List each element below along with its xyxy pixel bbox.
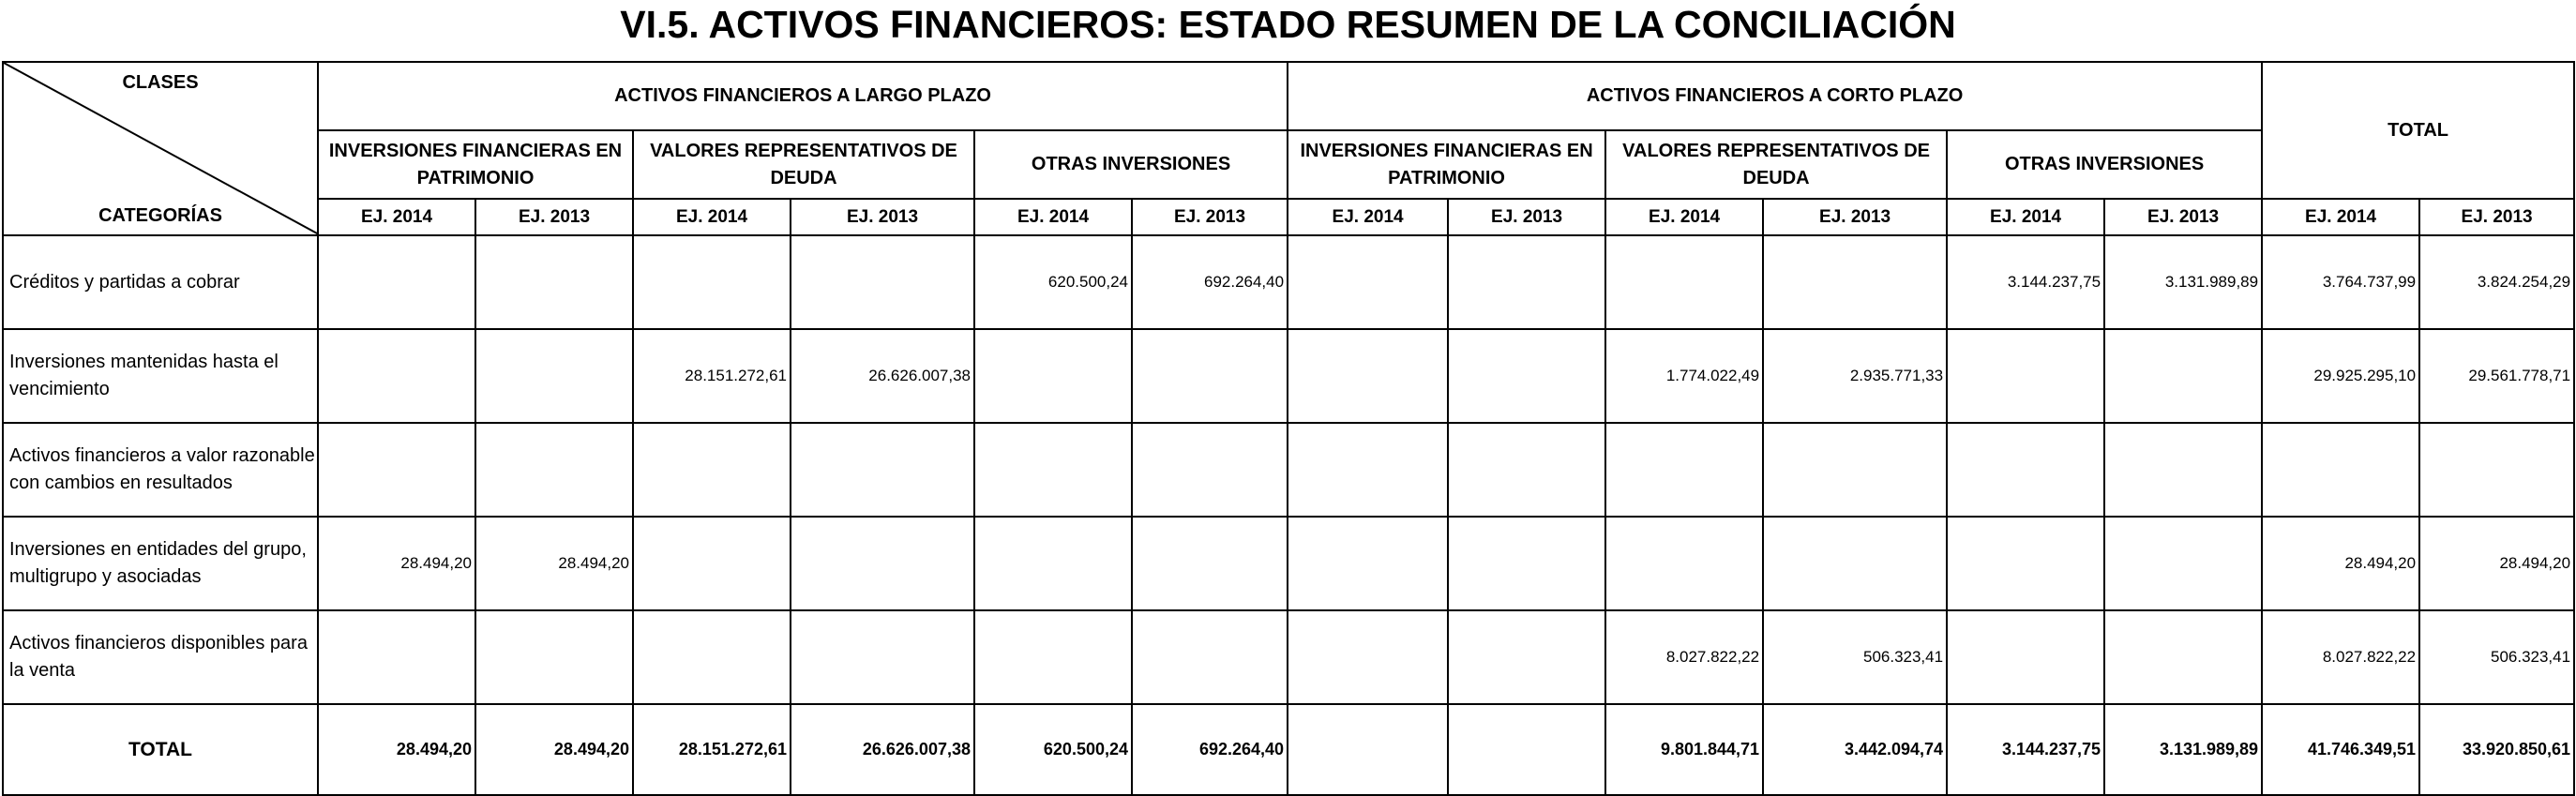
table-row (3, 329, 2574, 423)
total-cell: 28.151.272,61 (633, 704, 791, 795)
group-header-corto: ACTIVOS FINANCIEROS A CORTO PLAZO (1288, 62, 2262, 130)
value-cell (1448, 610, 1605, 704)
total-cell: 3.442.094,74 (1763, 704, 1947, 795)
value-cell (1947, 517, 2104, 610)
total-cell: 9.801.844,71 (1605, 704, 1763, 795)
value-cell (791, 517, 974, 610)
year-header: EJ. 2013 (1448, 199, 1605, 235)
value-cell (1288, 610, 1448, 704)
value-cell (1605, 423, 1763, 517)
value-cell: 28.494,20 (2262, 517, 2419, 610)
total-cell: 33.920.850,61 (2419, 704, 2574, 795)
reconciliation-table (2, 61, 2575, 796)
value-cell (974, 610, 1132, 704)
year-header: EJ. 2013 (1763, 199, 1947, 235)
value-cell (1448, 423, 1605, 517)
value-cell (1132, 423, 1288, 517)
value-cell (1605, 517, 1763, 610)
value-cell (475, 610, 633, 704)
value-cell: 3.824.254,29 (2419, 235, 2574, 329)
subgroup-largo-deuda: VALORES REPRESENTATIVOS DE DEUDA (633, 130, 974, 199)
year-header: EJ. 2013 (791, 199, 974, 235)
value-cell (318, 235, 475, 329)
total-cell: 3.131.989,89 (2104, 704, 2262, 795)
table-row (3, 423, 2574, 517)
value-cell: 8.027.822,22 (1605, 610, 1763, 704)
value-cell (475, 329, 633, 423)
value-cell (475, 235, 633, 329)
value-cell (633, 610, 791, 704)
value-cell (633, 235, 791, 329)
value-cell (791, 235, 974, 329)
value-cell: 2.935.771,33 (1763, 329, 1947, 423)
value-cell: 506.323,41 (1763, 610, 1947, 704)
value-cell: 28.151.272,61 (633, 329, 791, 423)
value-cell (633, 517, 791, 610)
table-row (3, 517, 2574, 610)
year-header: EJ. 2014 (974, 199, 1132, 235)
subgroup-corto-patrimonio: INVERSIONES FINANCIERAS EN PATRIMONIO (1288, 130, 1605, 199)
value-cell: 28.494,20 (318, 517, 475, 610)
row-label: Activos financieros disponibles para la venta (3, 610, 318, 704)
value-cell (1288, 329, 1448, 423)
year-header: EJ. 2014 (1605, 199, 1763, 235)
year-header: EJ. 2013 (475, 199, 633, 235)
value-cell (475, 423, 633, 517)
value-cell (2262, 423, 2419, 517)
total-row-label: TOTAL (3, 704, 318, 795)
subgroup-largo-patrimonio: INVERSIONES FINANCIERAS EN PATRIMONIO (318, 130, 633, 199)
value-cell (633, 423, 791, 517)
row-label: Activos financieros a valor razonable con cambios en resultados (3, 423, 318, 517)
value-cell (318, 423, 475, 517)
value-cell: 692.264,40 (1132, 235, 1288, 329)
value-cell: 3.131.989,89 (2104, 235, 2262, 329)
value-cell (1448, 235, 1605, 329)
year-header: EJ. 2014 (318, 199, 475, 235)
row-label: Inversiones mantenidas hasta el vencimiento (3, 329, 318, 423)
year-header: EJ. 2014 (1947, 199, 2104, 235)
table-row (3, 610, 2574, 704)
subgroup-largo-otras: OTRAS INVERSIONES (974, 130, 1288, 199)
value-cell (1763, 423, 1947, 517)
value-cell (791, 610, 974, 704)
value-cell (2104, 517, 2262, 610)
year-header: EJ. 2014 (633, 199, 791, 235)
value-cell (318, 329, 475, 423)
data-rows (3, 235, 2574, 704)
value-cell (2104, 329, 2262, 423)
value-cell (1132, 517, 1288, 610)
header-row-years (3, 199, 2574, 235)
total-cell: 26.626.007,38 (791, 704, 974, 795)
value-cell: 29.561.778,71 (2419, 329, 2574, 423)
value-cell (1288, 423, 1448, 517)
corner-categorias-label: CATEGORÍAS (98, 205, 222, 226)
total-cell (1448, 704, 1605, 795)
value-cell (1763, 235, 1947, 329)
value-cell (974, 329, 1132, 423)
value-cell (1132, 610, 1288, 704)
total-cell: 28.494,20 (318, 704, 475, 795)
value-cell: 1.774.022,49 (1605, 329, 1763, 423)
value-cell (1448, 329, 1605, 423)
value-cell (1947, 329, 2104, 423)
value-cell (1288, 235, 1448, 329)
total-cell: 3.144.237,75 (1947, 704, 2104, 795)
table-row (3, 235, 2574, 329)
year-header: EJ. 2014 (1288, 199, 1448, 235)
page-title: VI.5. ACTIVOS FINANCIEROS: ESTADO RESUMEN DE LA CONCILIACIÓN (620, 3, 1956, 46)
subgroup-corto-otras: OTRAS INVERSIONES (1947, 130, 2262, 199)
group-header-total: TOTAL (2262, 62, 2574, 199)
group-header-largo: ACTIVOS FINANCIEROS A LARGO PLAZO (318, 62, 1288, 130)
value-cell: 28.494,20 (475, 517, 633, 610)
header-row-subgroups (3, 130, 2574, 199)
year-header: EJ. 2014 (2262, 199, 2419, 235)
value-cell (791, 423, 974, 517)
total-row (3, 704, 2574, 795)
value-cell (1288, 517, 1448, 610)
total-cell (1288, 704, 1448, 795)
year-header: EJ. 2013 (1132, 199, 1288, 235)
value-cell (974, 517, 1132, 610)
value-cell (318, 610, 475, 704)
value-cell: 28.494,20 (2419, 517, 2574, 610)
subgroup-corto-deuda: VALORES REPRESENTATIVOS DE DEUDA (1605, 130, 1947, 199)
header-row-groups (3, 62, 2574, 130)
corner-header (3, 62, 318, 235)
value-cell: 620.500,24 (974, 235, 1132, 329)
total-cell: 28.494,20 (475, 704, 633, 795)
total-cell: 41.746.349,51 (2262, 704, 2419, 795)
value-cell (1947, 610, 2104, 704)
value-cell: 506.323,41 (2419, 610, 2574, 704)
value-cell: 8.027.822,22 (2262, 610, 2419, 704)
value-cell: 3.144.237,75 (1947, 235, 2104, 329)
row-label: Créditos y partidas a cobrar (3, 235, 318, 329)
value-cell (2104, 610, 2262, 704)
value-cell: 26.626.007,38 (791, 329, 974, 423)
row-label: Inversiones en entidades del grupo, multigrupo y asociadas (3, 517, 318, 610)
value-cell (974, 423, 1132, 517)
total-cell: 620.500,24 (974, 704, 1132, 795)
value-cell (1763, 517, 1947, 610)
corner-clases-label: CLASES (122, 72, 199, 93)
value-cell (2419, 423, 2574, 517)
value-cell (1132, 329, 1288, 423)
value-cell: 29.925.295,10 (2262, 329, 2419, 423)
value-cell (1448, 517, 1605, 610)
total-cell: 692.264,40 (1132, 704, 1288, 795)
value-cell (1605, 235, 1763, 329)
value-cell (1947, 423, 2104, 517)
year-header: EJ. 2013 (2104, 199, 2262, 235)
year-header: EJ. 2013 (2419, 199, 2574, 235)
value-cell (2104, 423, 2262, 517)
value-cell: 3.764.737,99 (2262, 235, 2419, 329)
